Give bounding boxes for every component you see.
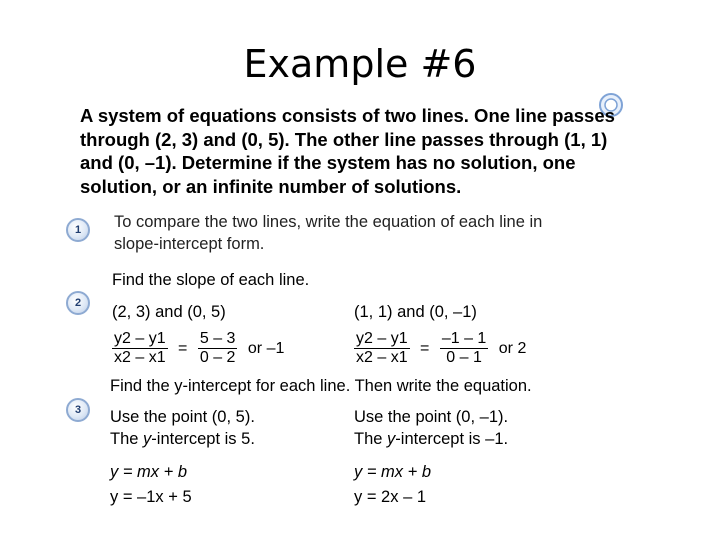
- line2-equals: =: [420, 339, 430, 357]
- problem-statement: A system of equations consists of two lines. One line passes through (2, 3) and (0, 5). The other line passes through (1, 1) and (0, –1). Determine if the system has no solution, one solution, or an infinite number of solutions.: [80, 105, 615, 197]
- line1-equation: y = –1x + 5: [110, 488, 192, 506]
- line1-equals: =: [178, 339, 188, 357]
- line2-intercept-prefix: The: [354, 430, 388, 448]
- line2-slope-den-lhs: x2 – x1: [356, 349, 408, 366]
- step-2-badge: 2: [66, 291, 90, 315]
- line2-equation: y = 2x – 1: [354, 488, 427, 506]
- line2-use-point: Use the point (0, –1).: [354, 408, 509, 426]
- line2-slope-num-lhs: y2 – y1: [356, 330, 408, 347]
- line1-slope-num-rhs: 5 – 3: [199, 330, 236, 347]
- line1-slope-den-rhs: 0 – 2: [199, 349, 236, 366]
- slide-title: Example #6: [243, 42, 477, 86]
- step-1-text-line2: slope-intercept form.: [114, 235, 265, 253]
- line2-slope-equation: [354, 330, 532, 367]
- line2-intercept-suffix: -intercept is –1.: [395, 430, 509, 448]
- line1-slope-formula-fraction: [112, 330, 168, 367]
- line1-intercept-prefix: The: [110, 430, 144, 448]
- line1-slope-result: or –1: [247, 339, 285, 357]
- line1-slope-den-lhs: x2 – x1: [114, 349, 166, 366]
- line2-slope-formula-fraction: [354, 330, 410, 367]
- line2-intercept: [354, 428, 508, 450]
- step-3-badge: 3: [66, 398, 90, 422]
- line1-intercept-suffix: -intercept is 5.: [151, 430, 255, 448]
- line1-points: (2, 3) and (0, 5): [112, 303, 226, 321]
- line1-intercept-var: y: [143, 430, 152, 448]
- step-2-heading: Find the slope of each line.: [112, 271, 310, 289]
- step-3-heading: Find the y-intercept for each line. Then write the equation.: [110, 377, 532, 395]
- line2-slope-value-fraction: [440, 330, 488, 367]
- step-1-badge: 1: [66, 218, 90, 242]
- line2-intercept-var: y: [387, 430, 396, 448]
- line2-slope-num-rhs: –1 – 1: [441, 330, 487, 347]
- line2-general-form: y = mx + b: [354, 463, 432, 481]
- line2-slope-result: or 2: [498, 339, 527, 357]
- line1-intercept: [110, 428, 255, 450]
- line1-general-form: y = mx + b: [110, 463, 188, 481]
- line1-slope-value-fraction: [198, 330, 238, 367]
- line1-use-point: Use the point (0, 5).: [110, 408, 255, 426]
- line2-points: (1, 1) and (0, –1): [354, 303, 477, 321]
- line1-slope-equation: [112, 330, 290, 367]
- line2-slope-den-rhs: 0 – 1: [446, 349, 482, 366]
- step-1-text-line1: To compare the two lines, write the equation of each line in: [114, 213, 543, 231]
- line1-slope-num-lhs: y2 – y1: [114, 330, 166, 347]
